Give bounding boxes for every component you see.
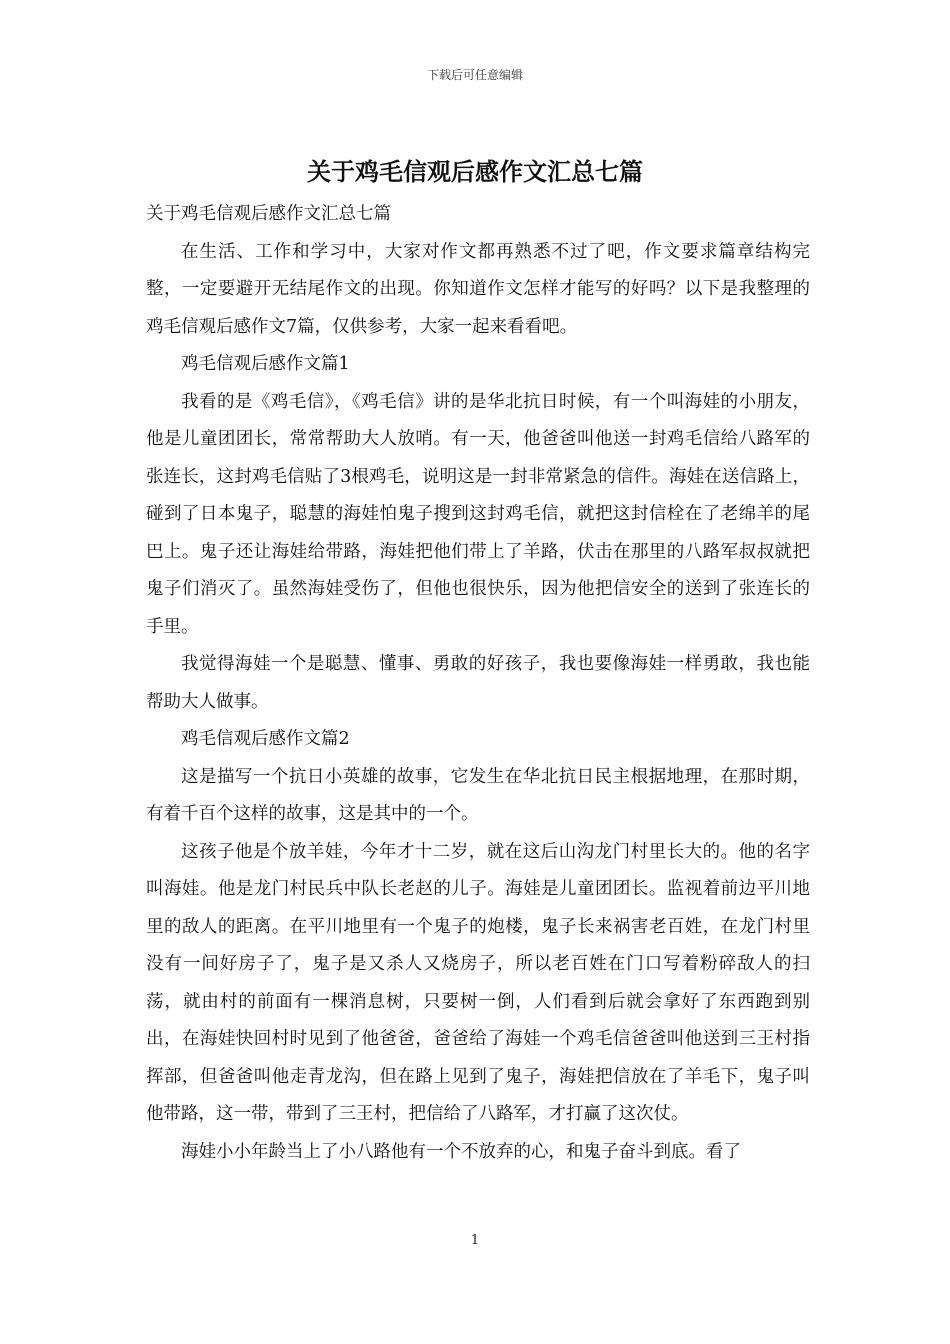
document-body bbox=[146, 196, 810, 1171]
intro-paragraph: 在生活、工作和学习中，大家对作文都再熟悉不过了吧，作文要求篇章结构完整，一定要避开无结尾作文的出现。你知道作文怎样才能写的好吗？以下是我整理的鸡毛信观后感作文7篇，仅供参考，大家一起来看看吧。 bbox=[146, 241, 810, 337]
body-paragraph: 海娃小小年龄当上了小八路他有一个不放弃的心，和鬼子奋斗到底。看了 bbox=[181, 1141, 741, 1162]
page-header: 下载后可任意编辑 bbox=[426, 68, 523, 82]
section-heading-1: 鸡毛信观后感作文篇1 bbox=[181, 354, 350, 374]
body-paragraph: 这孩子他是个放羊娃，今年才十二岁，就在这后山沟龙门村里长大的。他的名字叫海娃。他是龙门村民兵中队长老赵的儿子。海娃是儿童团团长。监视着前边平川地里的敌人的距离。在平川地里有一个鬼子的炮楼，鬼子长来祸害老百姓，在龙门村里没有一间好房子了，鬼子是又杀人又烧房子，所以老百姓在门口写着粉碎敌人的扫荡，就由村的前面有一棵消息树，只要树一倒，人们看到后就会拿好了东西跑到别出，在海娃快回村时见到了他爸爸，爸爸给了海娃一个鸡毛信爸爸叫他送到三王村指挥部，但爸爸叫他走青龙沟，但在路上见到了鬼子，海娃把信放在了羊毛下，鬼子叫他带路，这一带，带到了三王村，把信给了八路军，才打赢了这次仗。 bbox=[146, 841, 810, 1124]
body-paragraph: 这是描写一个抗日小英雄的故事，它发生在华北抗日民主根据地理，在那时期，有着千百个这样的故事，这是其中的一个。 bbox=[146, 766, 810, 824]
document-title: 关于鸡毛信观后感作文汇总七篇 bbox=[307, 157, 643, 186]
body-paragraph: 我看的是《鸡毛信》，《鸡毛信》讲的是华北抗日时候，有一个叫海娃的小朋友，他是儿童团团长，常常帮助大人放哨。有一天，他爸爸叫他送一封鸡毛信给八路军的张连长，这封鸡毛信贴了3根鸡毛，说明这是一封非常紧急的信件。海娃在送信路上，碰到了日本鬼子，聪慧的海娃怕鬼子搜到这封鸡毛信，就把这封信栓在了老绵羊的尾巴上。鬼子还让海娃给带路，海娃把他们带上了羊路，伏击在那里的八路军叔叔就把鬼子们消灭了。虽然海娃受伤了，但他也很快乐，因为他把信安全的送到了张连长的手里。 bbox=[146, 391, 810, 637]
document-subtitle: 关于鸡毛信观后感作文汇总七篇 bbox=[146, 204, 391, 224]
body-paragraph: 我觉得海娃一个是聪慧、懂事、勇敢的好孩子，我也要像海娃一样勇敢，我也能帮助大人做事。 bbox=[146, 654, 810, 712]
section-heading-2: 鸡毛信观后感作文篇2 bbox=[181, 729, 350, 749]
page-number: 1 bbox=[470, 1233, 480, 1248]
